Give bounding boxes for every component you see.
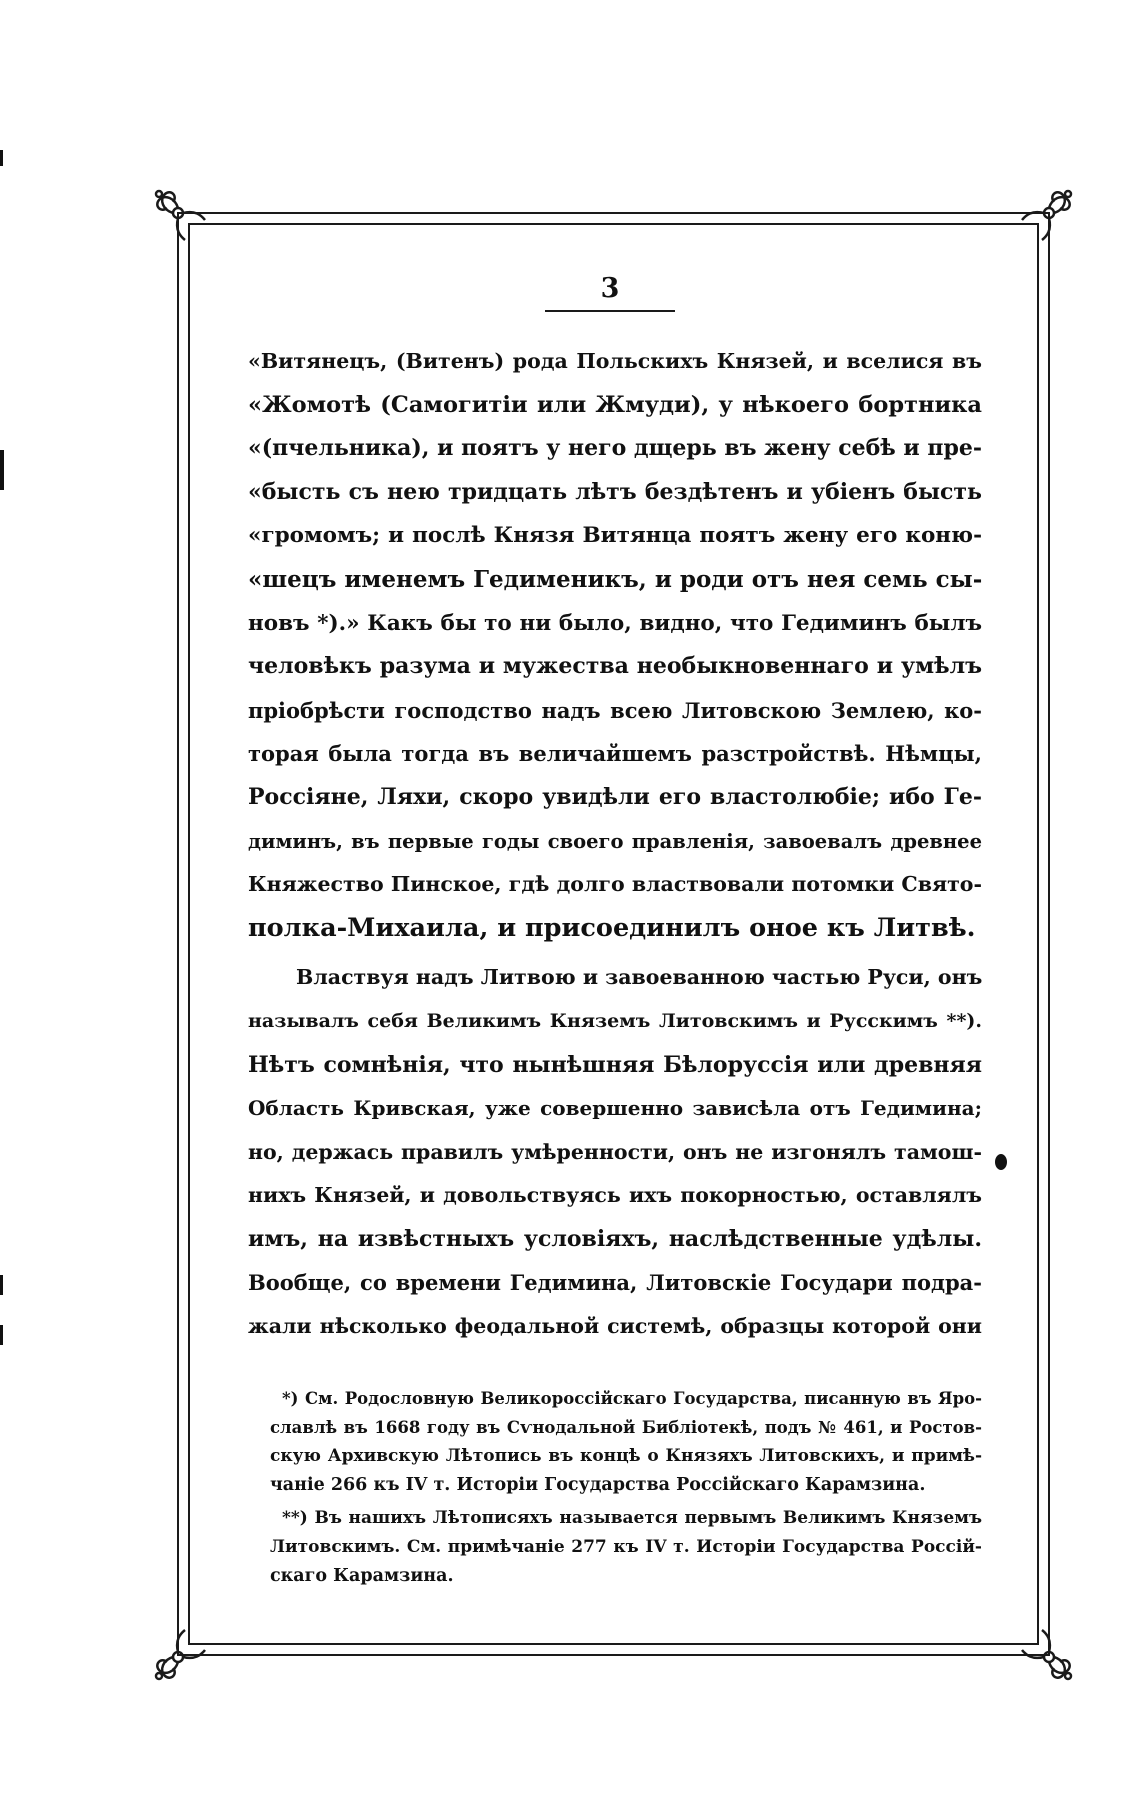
text-line: «громомъ; и послѣ Князя Витянца поятъ жену его коню- bbox=[248, 523, 982, 549]
text-line: нихъ Князей, и довольствуясь ихъ покорностью, оставлялъ bbox=[248, 1183, 982, 1208]
footnote-line: **) Въ нашихъ Лѣтописяхъ называется первымъ Великимъ Княземъ bbox=[282, 1508, 982, 1528]
text-line: но, держась правилъ умѣренности, онъ не изгонялъ тамош- bbox=[248, 1139, 982, 1164]
text-line: «(пчельника), и поятъ у него дщерь въ жену себѣ и пре- bbox=[248, 435, 983, 462]
page-number-rule bbox=[545, 310, 675, 312]
scan-mark bbox=[0, 150, 3, 166]
footnote-line: Литовскимъ. См. примѣчаніе 277 къ IV т. Исторіи Государства Россій- bbox=[270, 1537, 982, 1557]
text-line: Княжество Пинское, гдѣ долго властвовали потомки Свято- bbox=[248, 872, 982, 897]
footnote-line: *) См. Родословную Великороссійскаго Государства, писанную въ Яро- bbox=[282, 1389, 982, 1408]
corner-ornament-icon bbox=[1016, 180, 1082, 246]
footnote-line: славлѣ въ 1668 году въ Сѵнодальной Библіотекѣ, подъ № 461, и Ростов- bbox=[270, 1418, 982, 1437]
text-line: «шецъ именемъ Гедименикъ, и роди отъ нея семь сы- bbox=[248, 565, 983, 593]
text-line: Область Кривская, уже совершенно зависѣла отъ Гедимина; bbox=[248, 1096, 982, 1121]
text-line: Вообще, со времени Гедимина, Литовскіе Государи подра- bbox=[248, 1270, 982, 1296]
scan-mark bbox=[0, 450, 4, 490]
text-line: Нѣтъ сомнѣнія, что нынѣшняя Бѣлоруссія или древняя bbox=[248, 1051, 982, 1078]
text-line: имъ, на извѣстныхъ условіяхъ, наслѣдственные удѣлы. bbox=[248, 1225, 982, 1252]
scan-mark bbox=[0, 1275, 3, 1295]
footnotes bbox=[270, 1384, 982, 1591]
page-number: 3 bbox=[600, 273, 620, 304]
text-line: жали нѣсколько феодальной системѣ, образцы которой они bbox=[248, 1314, 982, 1339]
footnote-line: скую Архивскую Лѣтопись въ концѣ о Князяхъ Литовскихъ, и примѣ- bbox=[270, 1446, 982, 1466]
text-line: человѣкъ разума и мужества необыкновеннаго и умѣлъ bbox=[248, 653, 982, 680]
text-line: «Витянецъ, (Витенъ) рода Польскихъ Князей, и вселися въ bbox=[248, 349, 982, 373]
text-line: Россіяне, Ляхи, скоро увидѣли его властолюбіе; ибо Ге- bbox=[248, 783, 982, 810]
text-line: полка-Михаила, и присоединилъ оное къ Литвѣ. bbox=[248, 912, 976, 943]
text-line: диминъ, въ первые годы своего правленія, завоевалъ древнее bbox=[248, 829, 982, 853]
footnote-line: чаніе 266 къ IV т. Исторіи Государства Россійскаго Карамзина. bbox=[270, 1475, 926, 1495]
text-line: «Жомотѣ (Самогитіи или Жмуди), у нѣкоего бортника bbox=[248, 391, 982, 418]
main-text bbox=[248, 340, 982, 1349]
text-line: «бысть съ нею тридцать лѣтъ бездѣтенъ и убіенъ бысть bbox=[248, 478, 982, 505]
scan-mark bbox=[0, 1325, 3, 1345]
corner-ornament-icon bbox=[145, 1624, 211, 1690]
text-line: называлъ себя Великимъ Княземъ Литовскимъ и Русскимъ **). bbox=[248, 1009, 982, 1032]
text-line: торая была тогда въ величайшемъ разстройствѣ. Нѣмцы, bbox=[248, 741, 982, 767]
footnote-line: скаго Карамзина. bbox=[270, 1566, 454, 1586]
text-line: пріобрѣсти господство надъ всею Литовскою Землею, ко- bbox=[248, 697, 982, 723]
text-line: новъ *).» Какъ бы то ни было, видно, что Гедиминъ былъ bbox=[248, 610, 982, 636]
text-line: Властвуя надъ Литвою и завоеванною частью Руси, онъ bbox=[296, 965, 983, 990]
corner-ornament-icon bbox=[145, 180, 211, 246]
scan-mark bbox=[995, 1154, 1007, 1170]
corner-ornament-icon bbox=[1016, 1624, 1082, 1690]
